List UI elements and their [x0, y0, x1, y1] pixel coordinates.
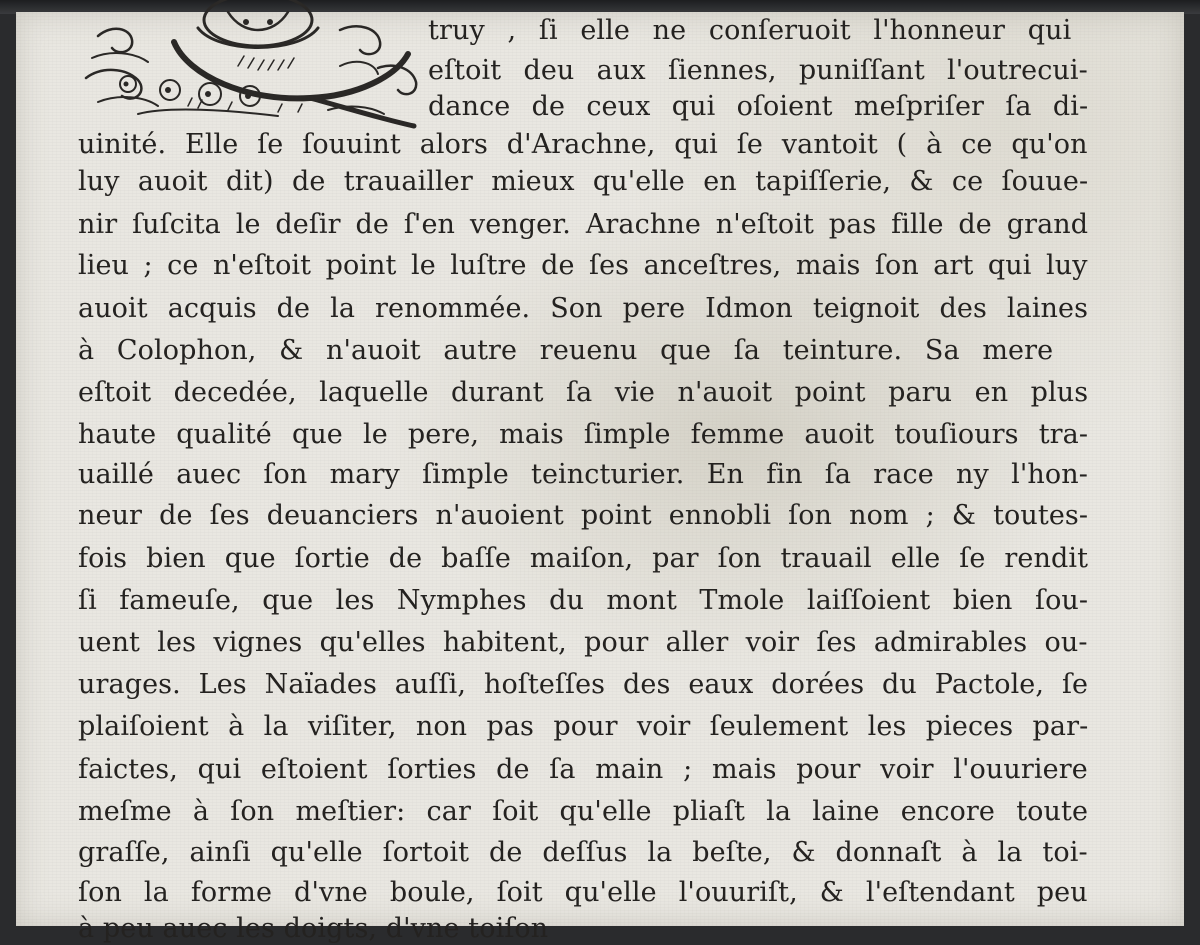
text-line: dance de ceux qui oſoient meſpriſer ſa di-: [428, 91, 1089, 122]
text-line: faictes, qui eſtoient ſorties de ſa main ; mais pour voir l'ouuriere: [78, 754, 1088, 785]
text-line: uinité. Elle ſe ſouuint alors d'Arachne, qui ſe vantoit ( à ce qu'on: [78, 129, 1088, 160]
book-page: [16, 12, 1184, 944]
text-line: uaillé auec ſon mary ſimple teincturier. En fin ſa race ny l'hon-: [78, 459, 1088, 490]
text-line: truy , ſi elle ne conſeruoit l'honneur qui: [428, 15, 1072, 46]
text-line: fois bien que ſortie de baſſe maiſon, par ſon trauail elle ſe rendit: [78, 543, 1089, 574]
text-line: meſme à ſon meſtier: car ſoit qu'elle pliaſt la laine encore toute: [78, 796, 1089, 827]
text-line: urages. Les Naïades auſſi, hoſteſſes des eaux dorées du Pactole, ſe: [78, 669, 1089, 700]
text-line: ſi fameuſe, que les Nymphes du mont Tmole laiſſoient bien ſou-: [78, 585, 1089, 616]
text-line: haute qualité que le pere, mais ſimple femme auoit touſiours tra-: [78, 419, 1089, 450]
decorative-initial-ornament-icon: [78, 6, 424, 130]
text-line: à Colophon, & n'auoit autre reuenu que ſa teinture. Sa mere: [78, 335, 1054, 366]
text-line: luy auoit dit) de trauailler mieux qu'elle en tapiſſerie, & ce ſouue-: [78, 166, 1089, 197]
text-line: neur de ſes deuanciers n'auoient point ennobli ſon nom ; & toutes-: [78, 500, 1089, 531]
text-line: plaiſoient à la viſiter, non pas pour voir ſeulement les pieces par-: [78, 711, 1089, 742]
text-line: nir ſuſcita le deſir de ſ'en venger. Arachne n'eſtoit pas fille de grand: [78, 209, 1089, 240]
text-line: uent les vignes qu'elles habitent, pour aller voir ſes admirables ou-: [78, 627, 1088, 658]
text-line: eſtoit decedée, laquelle durant ſa vie n'auoit point paru en plus: [78, 377, 1089, 408]
text-line: ſon la forme d'vne boule, ſoit qu'elle l'ouuriſt, & l'eſtendant peu: [78, 877, 1088, 908]
text-line: à peu auec les doigts, d'vne toiſon: [78, 913, 549, 944]
text-line: auoit acquis de la renommée. Son pere Idmon teignoit des laines: [78, 293, 1089, 324]
text-line: graſſe, ainſi qu'elle ſortoit de deſſus la beſte, & donnaſt à la toi-: [78, 837, 1088, 868]
text-line: lieu ; ce n'eſtoit point le luſtre de ſes anceſtres, mais ſon art qui luy: [78, 250, 1088, 281]
text-line: eſtoit deu aux ſiennes, puniſſant l'outrecui-: [428, 55, 1088, 86]
